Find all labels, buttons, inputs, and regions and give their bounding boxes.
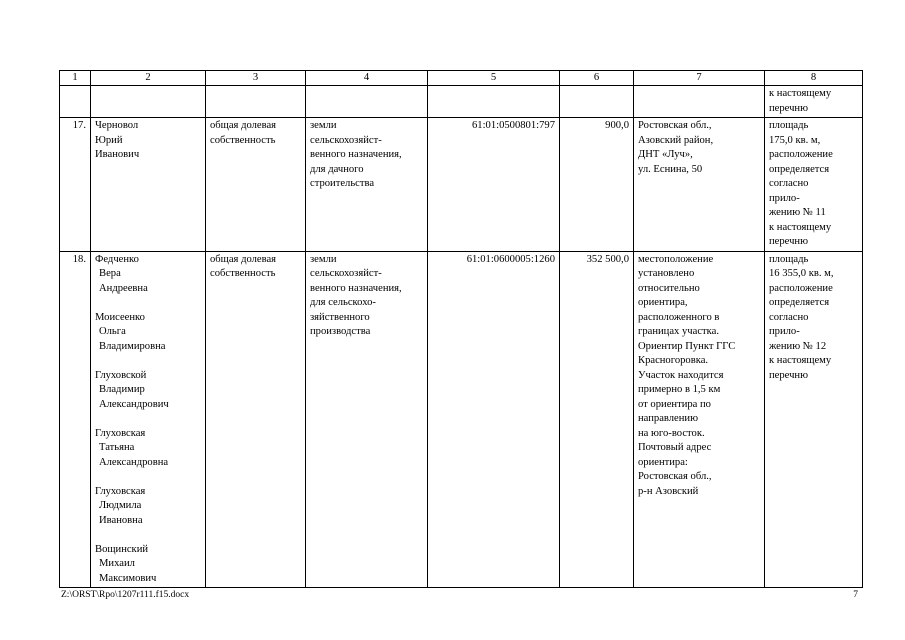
owner	[95, 427, 201, 471]
header-col-7: 7	[634, 71, 765, 86]
owner-surname: Глуховская	[95, 427, 146, 439]
owner-name: Ольга	[99, 326, 126, 337]
owner	[95, 543, 201, 587]
header-col-5: 5	[428, 71, 560, 86]
owner-name: Татьяна	[99, 442, 135, 453]
owner-surname: Моисеенко	[95, 311, 145, 323]
ownership-type: общая долевая собственность	[206, 118, 306, 252]
note-text: площадь 175,0 кв. м, расположение определяется согласно прило- жению № 11 к настоящему перечню	[765, 118, 863, 252]
owner	[95, 369, 201, 413]
register-table	[59, 70, 863, 588]
page-number: 7	[853, 590, 858, 600]
owner-patronymic: Владимировна	[99, 340, 166, 352]
owner-surname: Глуховской	[95, 369, 147, 381]
cadastral-number: 61:01:0500801:797	[428, 118, 560, 252]
owner-patronymic: Максимович	[99, 572, 157, 584]
header-col-3: 3	[206, 71, 306, 86]
owner-name: Юрий	[95, 134, 123, 146]
cadastral-number: 61:01:0600005:1260	[428, 251, 560, 588]
area-value: 352 500,0	[560, 251, 634, 588]
land-category: земли сельскохозяйст- венного назначения, для сельскохо- зяйственного производства	[306, 251, 428, 588]
owner-patronymic: Александровна	[99, 456, 169, 468]
table-row-18	[60, 251, 863, 588]
area-value: 900,0	[560, 118, 634, 252]
header-col-6: 6	[560, 71, 634, 86]
owner	[95, 485, 201, 529]
owner-name: Михаил	[99, 558, 135, 569]
owner-surname: Федченко	[95, 253, 139, 265]
header-col-4: 4	[306, 71, 428, 86]
note-text: площадь 16 355,0 кв. м, расположение определяется согласно прило- жению № 12 к настоящему перечню	[765, 251, 863, 588]
header-col-2: 2	[91, 71, 206, 86]
owners-cell	[91, 251, 206, 588]
owner-name: Вера	[99, 268, 121, 279]
footer-file-path: Z:\ORST\Rpo\1207r111.f15.docx	[61, 590, 190, 600]
owner	[95, 119, 201, 163]
owner	[95, 253, 201, 297]
row-number: 18.	[60, 251, 91, 588]
owner-name: Людмила	[99, 500, 142, 511]
location-text: местоположение установлено относительно ориентира, расположенного в границах участка. Ориентир Пункт ГГС Красногоровка. Участок находится примерно в 1,5 км от ориентира по направлению на юго-восток. Почтовый адрес ориентира: Ростовская обл., р-н Азовский	[634, 251, 765, 588]
owner-surname: Черновол	[95, 120, 139, 131]
owners-cell	[91, 118, 206, 252]
owner-patronymic: Александрович	[99, 398, 169, 410]
location-text: Ростовская обл., Азовский район, ДНТ «Луч», ул. Еснина, 50	[634, 118, 765, 252]
owner-patronymic: Андреевна	[99, 282, 148, 294]
header-col-1: 1	[60, 71, 91, 86]
owner	[95, 311, 201, 355]
ownership-type: общая долевая собственность	[206, 251, 306, 588]
row-number: 17.	[60, 118, 91, 252]
owner-patronymic: Ивановна	[99, 514, 143, 526]
continuation-row	[60, 86, 863, 118]
continuation-note: к настоящему перечню	[765, 86, 863, 118]
land-category: земли сельскохозяйст- венного назначения, для дачного строительства	[306, 118, 428, 252]
owner-name: Владимир	[99, 384, 145, 395]
owner-surname: Глуховская	[95, 485, 146, 497]
owner-patronymic: Иванович	[95, 149, 140, 160]
table-row-17	[60, 118, 863, 252]
header-row	[60, 71, 863, 86]
owner-surname: Вощинский	[95, 543, 149, 555]
header-col-8: 8	[765, 71, 863, 86]
